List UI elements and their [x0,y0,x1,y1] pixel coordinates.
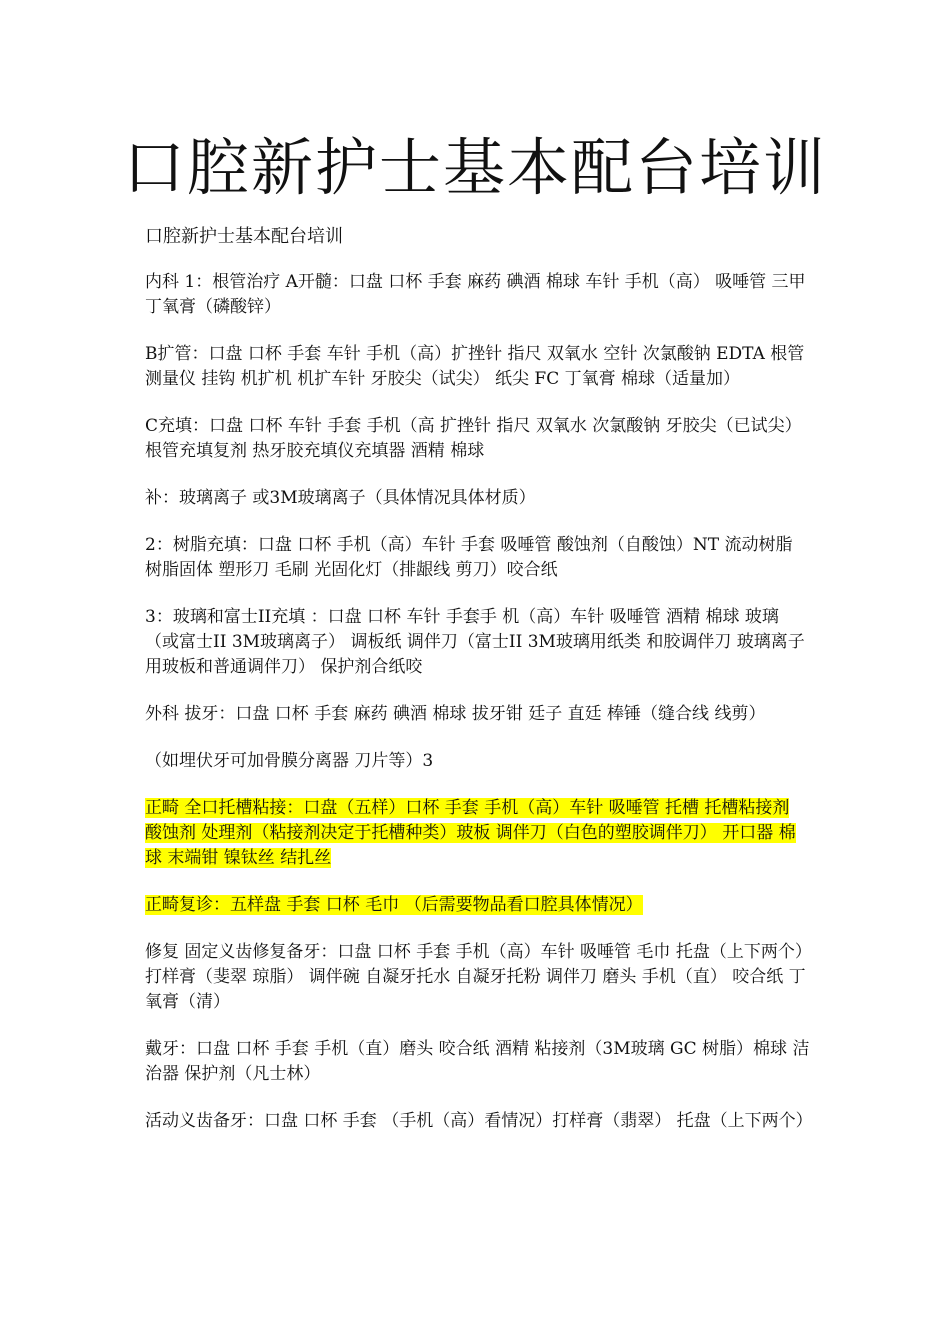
paragraph-text: 3：玻璃和富士II充填 ：口盘 口杯 车针 手套手 机（高）车针 吸唾管 酒精 棉球 玻璃（或富士II 3M玻璃离子） 调板纸 调伴刀（富士II 3M玻璃用纸类 和胶调伴刀 玻璃离子用玻板和普通调伴刀） 保护剂合纸咬 [145,607,805,677]
paragraph-orthodontic-followup [145,893,810,918]
document-title: 口腔新护士基本配台培训 [122,131,827,204]
document-body [145,270,813,1156]
paragraph-surgery-extraction [145,702,810,727]
paragraph-text: 2：树脂充填：口盘 口杯 手机（高）车针 手套 吸唾管 酸蚀剂（自酸蚀）NT 流动树脂 树脂固体 塑形刀 毛刷 光固化灯（排龈线 剪刀）咬合纸 [145,535,793,580]
paragraph-crown-seating [145,1037,810,1087]
paragraph-glass-filling [145,605,810,680]
paragraph-text: 修复 固定义齿修复备牙：口盘 口杯 手套 手机（高）车针 吸唾管 毛巾 托盘（上下两个）打样膏（斐翠 琼脂） 调伴碗 自凝牙托水 自凝牙托粉 调伴刀 磨头 手机（直） 咬合纸 丁氧膏（清） [145,942,806,1012]
paragraph-text: 外科 拔牙：口盘 口杯 手套 麻药 碘酒 棉球 拔牙钳 廷子 直廷 棒锤（缝合线 线剪） [145,704,766,724]
paragraph-text: （如埋伏牙可加骨膜分离器 刀片等）3 [145,751,434,771]
paragraph-canal-filling [145,414,810,464]
document-subtitle: 口腔新护士基本配台培训 [145,226,343,247]
paragraph-fixed-prosthesis-prep [145,940,810,1015]
paragraph-text: B扩管：口盘 口杯 手套 车针 手机（高）扩挫针 指尺 双氧水 空针 次氯酸钠 EDTA 根管测量仪 挂钩 机扩机 机扩车针 牙胶尖（试尖） 纸尖 FC 丁氧膏 棉球（适量加） [145,344,805,389]
paragraph-text: 活动义齿备牙：口盘 口杯 手套 （手机（高）看情况）打样膏（翡翠） 托盘（上下两个） [145,1111,813,1131]
paragraph-orthodontic-bracket-bonding [145,796,810,871]
highlighted-text: 正畸复诊：五样盘 手套 口杯 毛巾 （后需要物品看口腔具体情况） [145,895,643,915]
paragraph-endodontics-access [145,270,810,320]
paragraph-supplement [145,486,810,511]
paragraph-text: 内科 1：根管治疗 A开髓：口盘 口杯 手套 麻药 碘酒 棉球 车针 手机（高） 吸唾管 三甲 丁氧膏（磷酸锌） [145,272,806,317]
paragraph-removable-denture-prep [145,1109,813,1134]
paragraph-text: 戴牙：口盘 口杯 手套 手机（直）磨头 咬合纸 酒精 粘接剂（3M玻璃 GC 树脂）棉球 洁治器 保护剂（凡士林） [145,1039,810,1084]
paragraph-canal-expansion [145,342,810,392]
paragraph-resin-filling [145,533,810,583]
paragraph-text: C充填：口盘 口杯 车针 手套 手机（高 扩挫针 指尺 双氧水 次氯酸钠 牙胶尖（已试尖）根管充填复剂 热牙胶充填仪充填器 酒精 棉球 [145,416,802,461]
paragraph-impacted-tooth-note [145,749,810,774]
paragraph-text: 补：玻璃离子 或3M玻璃离子（具体情况具体材质） [145,488,536,508]
highlighted-text: 正畸 全口托槽粘接：口盘（五样）口杯 手套 手机（高）车针 吸唾管 托槽 托槽粘接剂 酸蚀剂 处理剂（粘接剂决定于托槽种类）玻板 调伴刀（白色的塑胶调伴刀） 开口器 棉球 末端钳 镍钛丝 结扎丝 [145,798,796,868]
